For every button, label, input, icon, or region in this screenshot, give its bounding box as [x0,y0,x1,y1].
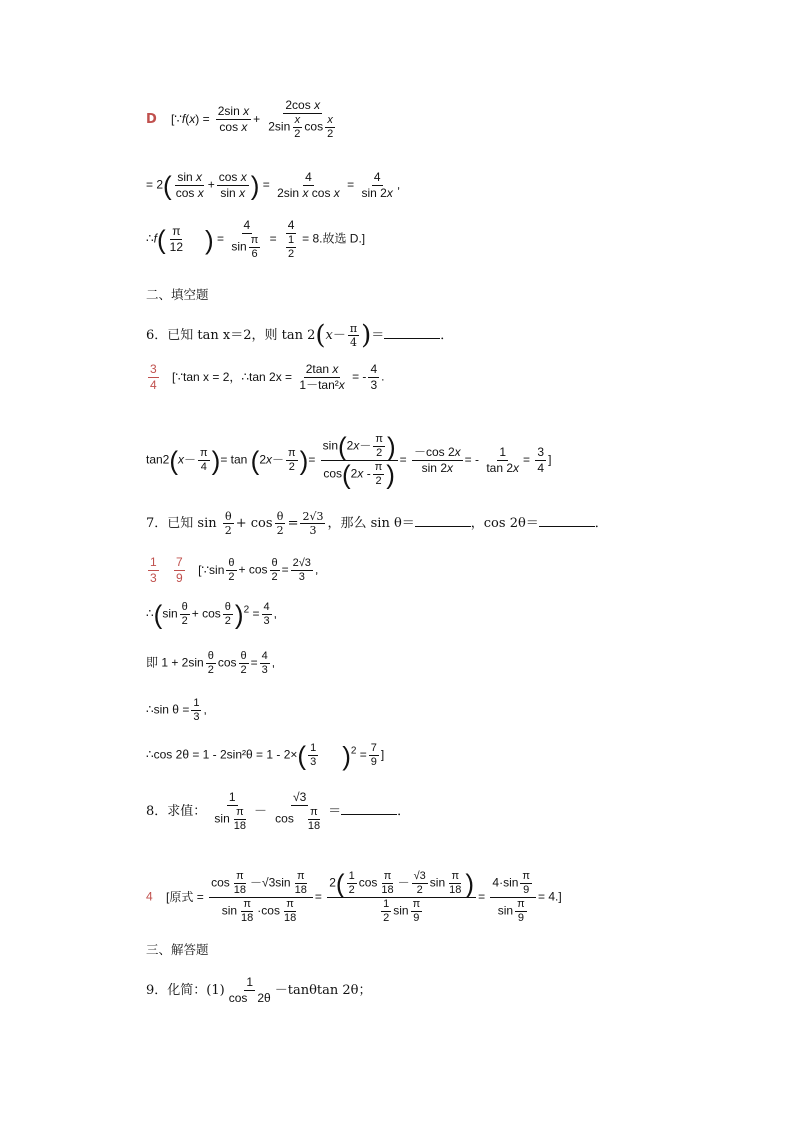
q5-fraction-a: $\frac{\text{2sin x}}{\text{cos x}}$ [217,104,250,134]
q7-solution-line5: ∴cos 2θ = 1 - 2sin²θ = 1 - 2×( $\frac{1}{3}$ )$^2$ = $\frac{7}{9}$ ] [146,740,385,771]
q8-answer-blank [341,802,397,815]
q6-solution-line2: tan2(x－ $\frac{\pi}{4}$ )= tan (2x－ $\frac{\pi}{2}$ )= sin(2x－ $\frac{\pi}{2}$ ) cos(2x - $\frac{\pi}{2}$ ) = $\frac{-\cos 2x}{\sin 2x}$ = - $\frac{1}{\tan 2x}$ = $\frac{3}{4}$ ] [146,431,552,490]
section3-title: 三、解答题 [146,942,209,957]
q7-answer-2: $\frac{7}{9}$ [176,555,183,585]
q6-question: 6．已知 tan x＝2，则 tan 2(x－ $\frac{\pi}{4}$ )＝ ． [146,320,454,351]
section2-title: 二、填空题 [146,287,209,302]
q8-solution: 4 [原式 = cos $\frac{\pi}{18}$ －√3sin $\frac{\pi}{18}$ sin $\frac{\pi}{18}$ ·cos $\frac{\pi}{18}$ = 2( $\frac{1}{2}$ cos $\frac{\pi}{18}$ － $\frac{√3}{2}$ sin $\frac{\pi}{18}$ ) $\frac{1}{2}$ sin $\frac{\pi}{9}$ = 4·sin $\frac{\pi}{9}$ sin $\frac{\pi}{9}$ = 4.] [146,868,562,924]
q5-solution-line2: = 2( $\frac{\text{sin x}}{\text{cos x}}$ + $\frac{\text{cos x}}{\text{sin x}}$ ) = $\frac{4}{\text{2sin x cos x}}$ = $\frac{4}{\sin 2x}$ , [146,170,401,201]
q7-solution-line2: ∴(sin $\frac{\theta}{2}$ + cos $\frac{\theta}{2}$ )$^2$ = $\frac{4}{3}$ , [146,599,277,630]
q5-answer-letter: D [146,112,157,127]
q6-question-prefix: 6．已知 tan x＝2，则 tan 2 [146,328,316,343]
q7-solution-line1: $\frac{1}{3}$ $\frac{7}{9}$ [∵sin $\frac{\theta}{2}$ + cos $\frac{\theta}{2}$ = $\frac{2√3}{3}$ , [150,555,319,585]
q5-fraction-b: 2cos x 2sin $\frac{x}{2}$ cos $\frac{x}{2}$ [268,98,334,140]
q6-answer: $\frac{3}{4}$ [150,362,157,392]
q6-solution-line1: $\frac{3}{4}$ [∵tan x = 2，∴tan 2x = $\frac{\text{2tan x}}{\text{1－tan²x}}$ = - $\frac{4}{3}$ . [150,362,385,392]
q8-answer: 4 [146,889,153,904]
q7-solution-line3: 即 1 + 2sin $\frac{\theta}{2}$ cos $\frac{\theta}{2}$ = $\frac{4}{3}$ , [146,650,276,676]
q7-blank-1 [415,514,471,527]
q7-question: 7．已知 sin $\frac{\theta}{2}$ + cos $\frac{\theta}{2}$ = $\frac{2√3}{3}$ ，那么 sin θ＝ ，cos 2θ＝ ． [146,510,608,537]
q7-answer-1: $\frac{1}{3}$ [150,555,157,585]
q5-solution-line1: D [∵f(x) = $\frac{\text{2sin x}}{\text{cos x}}$ + 2cos x 2sin $\frac{x}{2}$ cos $\frac{x}{2}$ [146,98,341,141]
q5-solution-line3: ∴f( $\frac{\pi}{12}$ ) = 4 sin $\frac{\pi}{6}$ = $\frac{4}{\frac{1}{2}}$ = 8.故选 D.] [146,218,366,260]
q7-solution-line4: ∴sin θ = $\frac{1}{3}$ , [146,697,207,723]
q6-answer-blank [384,326,440,339]
q9-question: 9．化简：(1) $\frac{1}{\cos 2\theta}$ －tanθtan 2θ； [146,975,372,1005]
q8-question: 8．求值： 1 sin $\frac{\pi}{18}$ － √3 cos $\frac{\pi}{18}$ ＝ ． [146,790,411,832]
q7-blank-2 [539,514,595,527]
